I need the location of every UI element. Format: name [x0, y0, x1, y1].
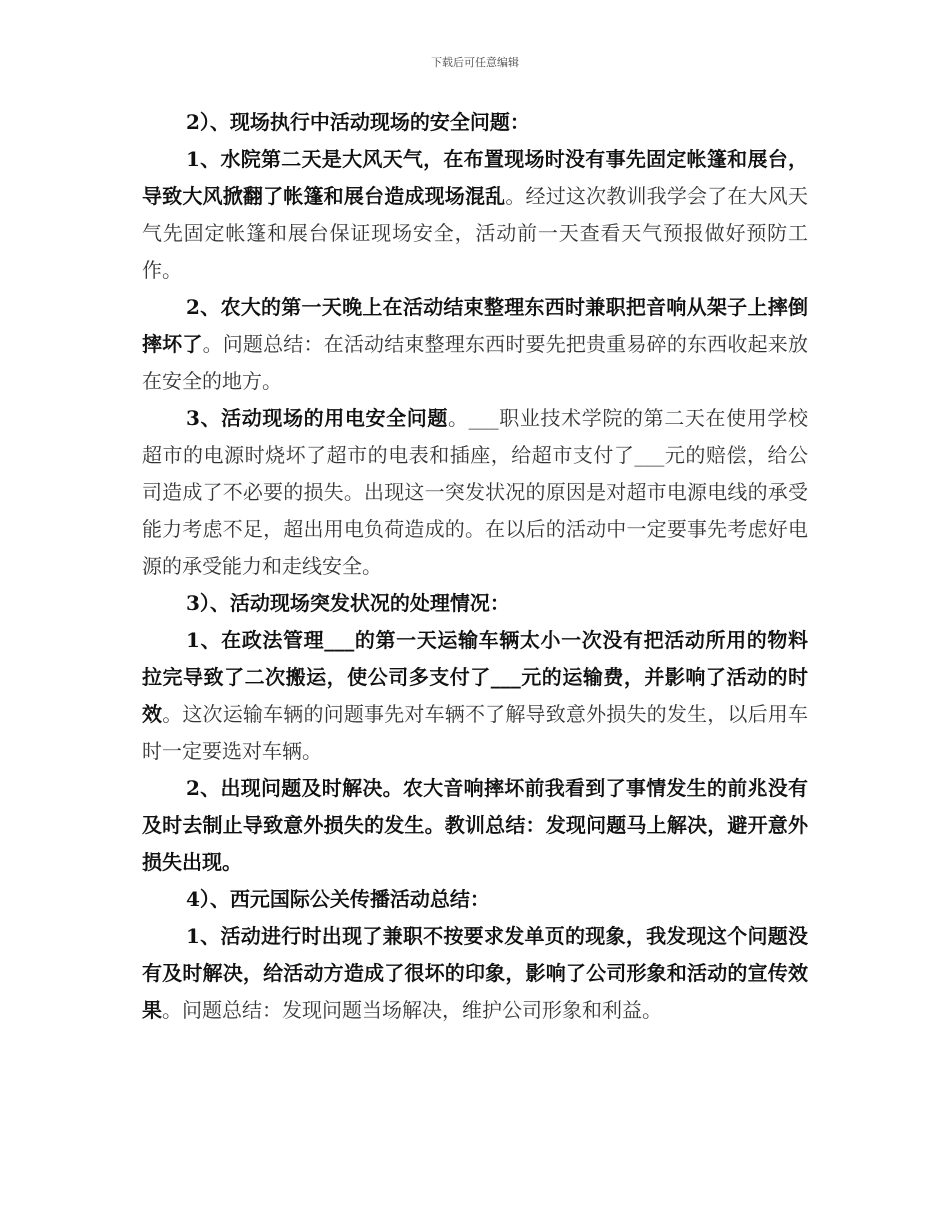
paragraph-text: 。问题总结：发现问题当场解决，维护公司形象和利益。 — [162, 998, 662, 1022]
section-heading: 2）、现场执行中活动现场的安全问题： — [186, 110, 530, 134]
paragraph-text: 。经过这次教训我学会了在大风天气先固定帐篷和展台保证现场安全，活动前一天查看天气预报做好预防工作。 — [142, 184, 808, 282]
document-body — [142, 104, 808, 1029]
paragraph — [142, 770, 808, 881]
page-header: 下载后可任意编辑 — [431, 56, 519, 69]
paragraph-bold-text: 2、农大的第一天晚上在活动结束整理东西时兼职把音响从架子上摔倒摔坏了 — [142, 295, 808, 356]
paragraph-bold-text: 1、水院第二天是大风天气，在布置现场时没有事先固定帐篷和展台，导致大风掀翻了帐篷和展台造成现场混乱 — [142, 147, 808, 208]
paragraph-bold-text: 2、出现问题及时解决。农大音响摔坏前我看到了事情发生的前兆没有及时去制止导致意外损失的发生。教训总结：发现问题马上解决，避开意外损失出现。 — [142, 776, 808, 874]
paragraph-text: 。___职业技术学院的第二天在使用学校超市的电源时烧坏了超市的电表和插座，给超市支付了___元的赔偿，给公司造成了不必要的损失。出现这一突发状况的原因是对超市电源电线的承受能力考虑不足，超出用电负荷造成的。在以后的活动中一定要事先考虑好电源的承受能力和走线安全。 — [142, 406, 809, 578]
section-heading: 4）、西元国际公关传播活动总结： — [186, 887, 490, 911]
paragraph — [142, 400, 808, 585]
paragraph — [142, 141, 808, 289]
paragraph — [142, 289, 808, 400]
section-heading: 3）、活动现场突发状况的处理情况： — [186, 591, 510, 615]
paragraph — [142, 918, 808, 1029]
paragraph-bold-text: 1、活动进行时出现了兼职不按要求发单页的现象，我发现这个问题没有及时解决，给活动方造成了很坏的印象，影响了公司形象和活动的宣传效果 — [142, 924, 808, 1022]
paragraph-bold-text: 3、活动现场的用电安全问题 — [186, 406, 449, 430]
paragraph-bold-text: 1、在政法管理___的第一天运输车辆太小一次没有把活动所用的物料拉完导致了二次搬运，使公司多支付了___元的运输费，并影响了活动的时效 — [142, 628, 808, 726]
paragraph-text: 。问题总结：在活动结束整理东西时要先把贵重易碎的东西收起来放在安全的地方。 — [142, 332, 808, 393]
paragraph — [142, 622, 808, 770]
paragraph-text: 。这次运输车辆的问题事先对车辆不了解导致意外损失的发生，以后用车时一定要选对车辆。 — [142, 702, 808, 763]
